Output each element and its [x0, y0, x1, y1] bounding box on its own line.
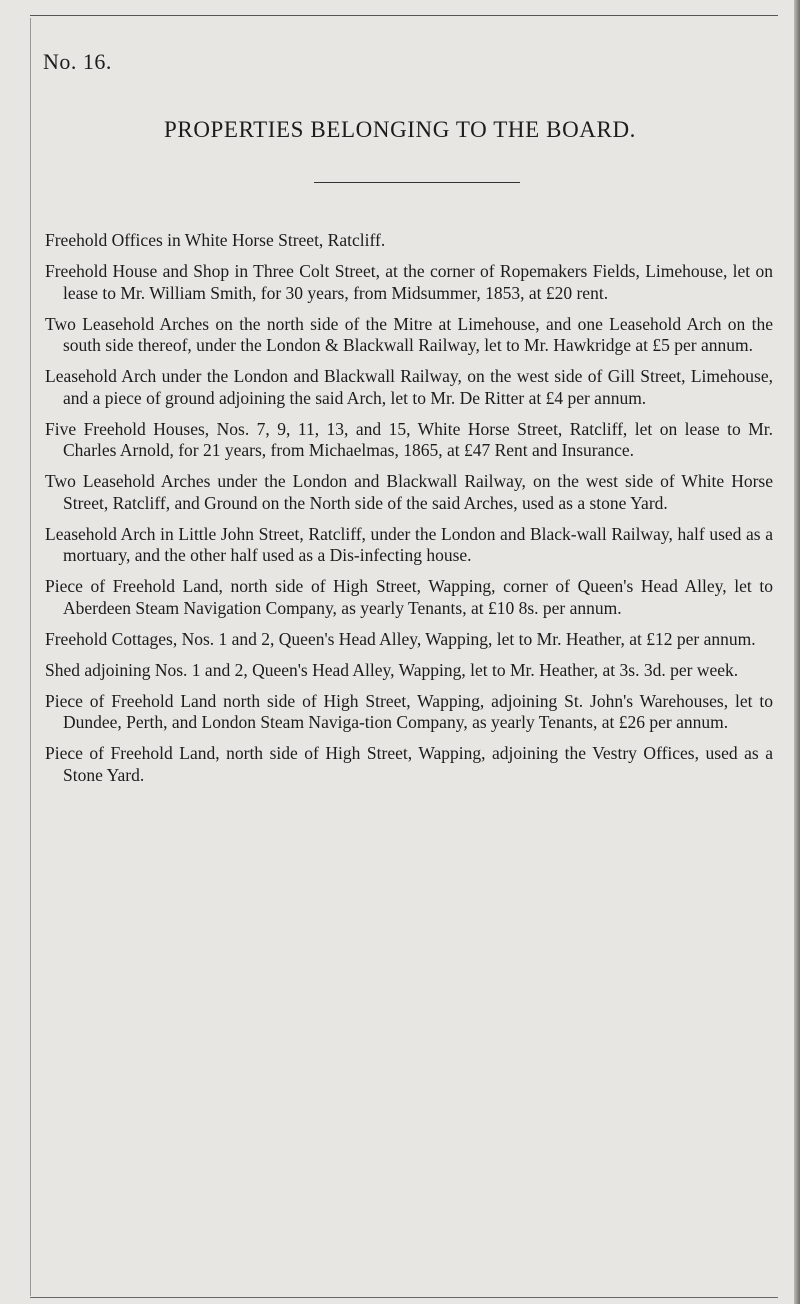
property-entry: Freehold House and Shop in Three Colt Street, at the corner of Ropemakers Fields, Limehouse, let on lease to Mr. William Smith, for 30 years, from Midsummer, 1853, at £20 rent. — [45, 261, 773, 303]
page-bottom-border — [30, 1297, 778, 1298]
property-entry: Leasehold Arch in Little John Street, Ratcliff, under the London and Black-wall Railway, half used as a mortuary, and the other half used as a Dis-infecting house. — [45, 523, 773, 565]
property-entry: Piece of Freehold Land, north side of High Street, Wapping, corner of Queen's Head Alley, let to Aberdeen Steam Navigation Company, as yearly Tenants, at £10 8s. per annum. — [45, 576, 773, 618]
property-entry: Freehold Cottages, Nos. 1 and 2, Queen's Head Alley, Wapping, let to Mr. Heather, at £12 per annum. — [45, 628, 756, 649]
page-left-border — [30, 18, 31, 1296]
page-title: PROPERTIES BELONGING TO THE BOARD. — [163, 117, 637, 142]
property-entry: Five Freehold Houses, Nos. 7, 9, 11, 13, and 15, White Horse Street, Ratcliff, let on lease to Mr. Charles Arnold, for 21 years, from Michaelmas, 1865, at £47 Rent and Insurance. — [45, 418, 773, 460]
property-entry: Piece of Freehold Land, north side of High Street, Wapping, adjoining the Vestry Offices, used as a Stone Yard. — [45, 743, 773, 785]
property-list — [45, 230, 773, 796]
property-entry: Two Leasehold Arches under the London and Blackwall Railway, on the west side of White Horse Street, Ratcliff, and Ground on the North side of the said Arches, used as a stone Yard. — [45, 471, 773, 513]
title-divider — [314, 182, 520, 183]
property-entry: Freehold Offices in White Horse Street, Ratcliff. — [45, 230, 386, 250]
page-right-shadow — [794, 0, 800, 1304]
property-entry: Piece of Freehold Land north side of High Street, Wapping, adjoining St. John's Warehouses, let to Dundee, Perth, and London Steam Naviga-tion Company, as yearly Tenants, at £26 per annum. — [45, 690, 773, 732]
property-entry: Shed adjoining Nos. 1 and 2, Queen's Head Alley, Wapping, let to Mr. Heather, at 3s. 3d. per week. — [45, 659, 739, 680]
page-top-border — [30, 15, 778, 16]
page-number: No. 16. — [43, 49, 112, 74]
property-entry: Two Leasehold Arches on the north side of the Mitre at Limehouse, and one Leasehold Arch on the south side thereof, under the London & Blackwall Railway, let to Mr. Hawkridge at £5 per annum. — [45, 313, 773, 355]
property-entry: Leasehold Arch under the London and Blackwall Railway, on the west side of Gill Street, Limehouse, and a piece of ground adjoining the said Arch, let to Mr. De Ritter at £4 per annum. — [45, 366, 773, 408]
